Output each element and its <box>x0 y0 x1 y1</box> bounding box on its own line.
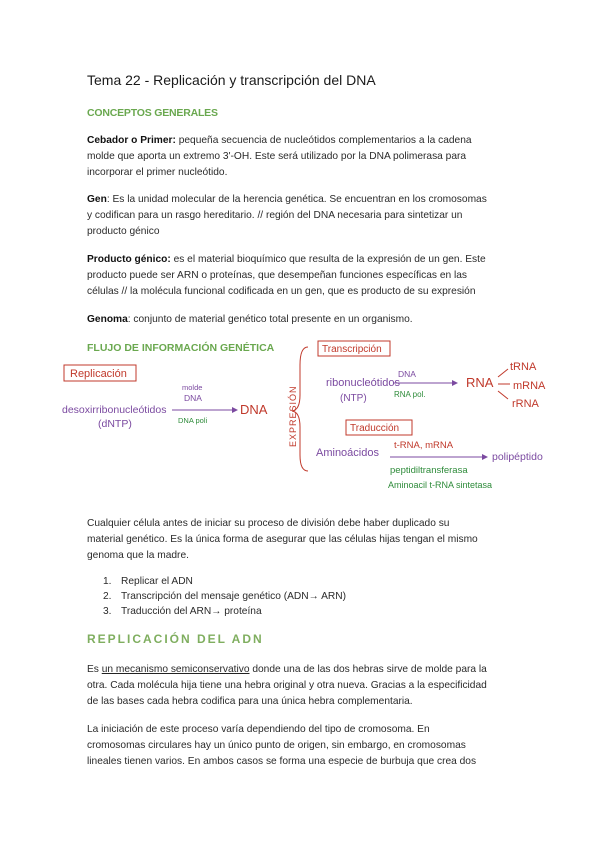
rna-pol-label: RNA pol. <box>394 390 426 399</box>
term: Gen <box>87 194 107 205</box>
paragraph-iniciacion: La iniciación de este proceso varía dependiendo del tipo de cromosoma. En cromosomas circulares hay un único punto de origen, sin embargo, en cromosomas lineales tienen varios. En ambos casos se forma una especie de burbuja que crea dos <box>87 724 477 767</box>
dna-product-label: DNA <box>240 402 268 417</box>
mrna-label: mRNA <box>513 380 546 392</box>
polipeptido-label: polipéptido <box>492 451 543 463</box>
trna-arrow <box>498 369 508 377</box>
section-heading-replicacion: REPLICACIÓN DEL ADN <box>87 632 264 646</box>
translation-arrow-head <box>482 454 488 460</box>
aminoacil-label: Aminoacil t-RNA sintetasa <box>388 480 493 490</box>
molde-label: molde <box>182 383 203 392</box>
paragraph-division: Cualquier célula antes de iniciar su proceso de división debe haber duplicado su material genético. Es la única forma de asegurar que las células hijas tengan el mismo genoma que la madre. <box>87 518 478 561</box>
highlight-semiconservativo: un mecanismo semiconservativo <box>101 664 250 675</box>
dna-pol-label: DNA poli <box>178 416 208 425</box>
peptidil-label: peptidiltransferasa <box>390 465 468 476</box>
traduccion-label: Traducción <box>350 423 400 434</box>
steps-list <box>103 574 346 619</box>
list-item: 1. Replicar el ADN <box>103 576 193 587</box>
definition-gen: Gen: Es la unidad molecular de la herencia genética. Se encuentran en los cromosomas y codifican para un rasgo hereditario. // región del DNA necesaria para sintetizar un producto génico <box>87 194 487 237</box>
term: Genoma <box>87 314 128 325</box>
transcripcion-label: Transcripción <box>322 344 382 355</box>
section-heading-concepts: CONCEPTOS GENERALES <box>87 107 218 119</box>
term: Producto génico: <box>87 254 171 265</box>
ntp-label: (NTP) <box>340 393 367 404</box>
trna-mrna-label: t-RNA, mRNA <box>394 440 454 451</box>
dna-molde-label: DNA <box>184 393 202 403</box>
definition-producto-genico: Producto génico: es el material bioquímico que resulta de la expresión de un gen. Este producto puede ser ARN o proteínas, que desempeñan funciones específicas en las células // la molécula funcional codificada en un gen, que es producto de su expresión <box>87 254 486 297</box>
list-item: 3. Traducción del ARN→ proteína <box>103 606 262 617</box>
page-title: Tema 22 - Replicación y transcripción del DNA <box>87 72 376 88</box>
rrna-label: rRNA <box>512 398 539 410</box>
dna-template-label: DNA <box>398 369 416 379</box>
trna-label: tRNA <box>510 361 537 373</box>
desoxi-label: desoxirribonucleótidos <box>62 404 167 416</box>
rrna-arrow <box>498 391 508 399</box>
ribo-label: ribonucleótidos <box>326 377 400 389</box>
term: Cebador o Primer: <box>87 135 176 146</box>
expresion-label: EXPRESIÓN <box>288 385 298 447</box>
rna-label: RNA <box>466 375 494 390</box>
section-heading-flujo: FLUJO DE INFORMACIÓN GENÉTICA <box>87 342 275 354</box>
transcription-arrow-head <box>452 380 458 386</box>
list-item: 2. Transcripción del mensaje genético (ADN→ ARN) <box>103 591 346 602</box>
paragraph-semiconservativo: Es un mecanismo semiconservativo donde una de las dos hebras sirve de molde para la otra. Cada molécula hija tiene una hebra original y otra nueva. Gracias a la especificidad de las bases cada hebra codifica para una única hebra complementaria. <box>87 664 487 707</box>
aminoacidos-label: Aminoácidos <box>316 447 379 459</box>
dntp-label: (dNTP) <box>98 418 132 430</box>
definition-primer: Cebador o Primer: pequeña secuencia de nucleótidos complementarios a la cadena molde que aporta un extremo 3'-OH. Este será utilizado por la DNA polimerasa para incorporar el primer nucleótido. <box>87 135 472 178</box>
definition-genoma: Genoma: conjunto de material genético total presente en un organismo. <box>87 314 413 325</box>
replication-arrow-head <box>232 407 238 413</box>
genetic-flow-diagram <box>0 335 600 500</box>
replicacion-label: Replicación <box>70 368 127 380</box>
